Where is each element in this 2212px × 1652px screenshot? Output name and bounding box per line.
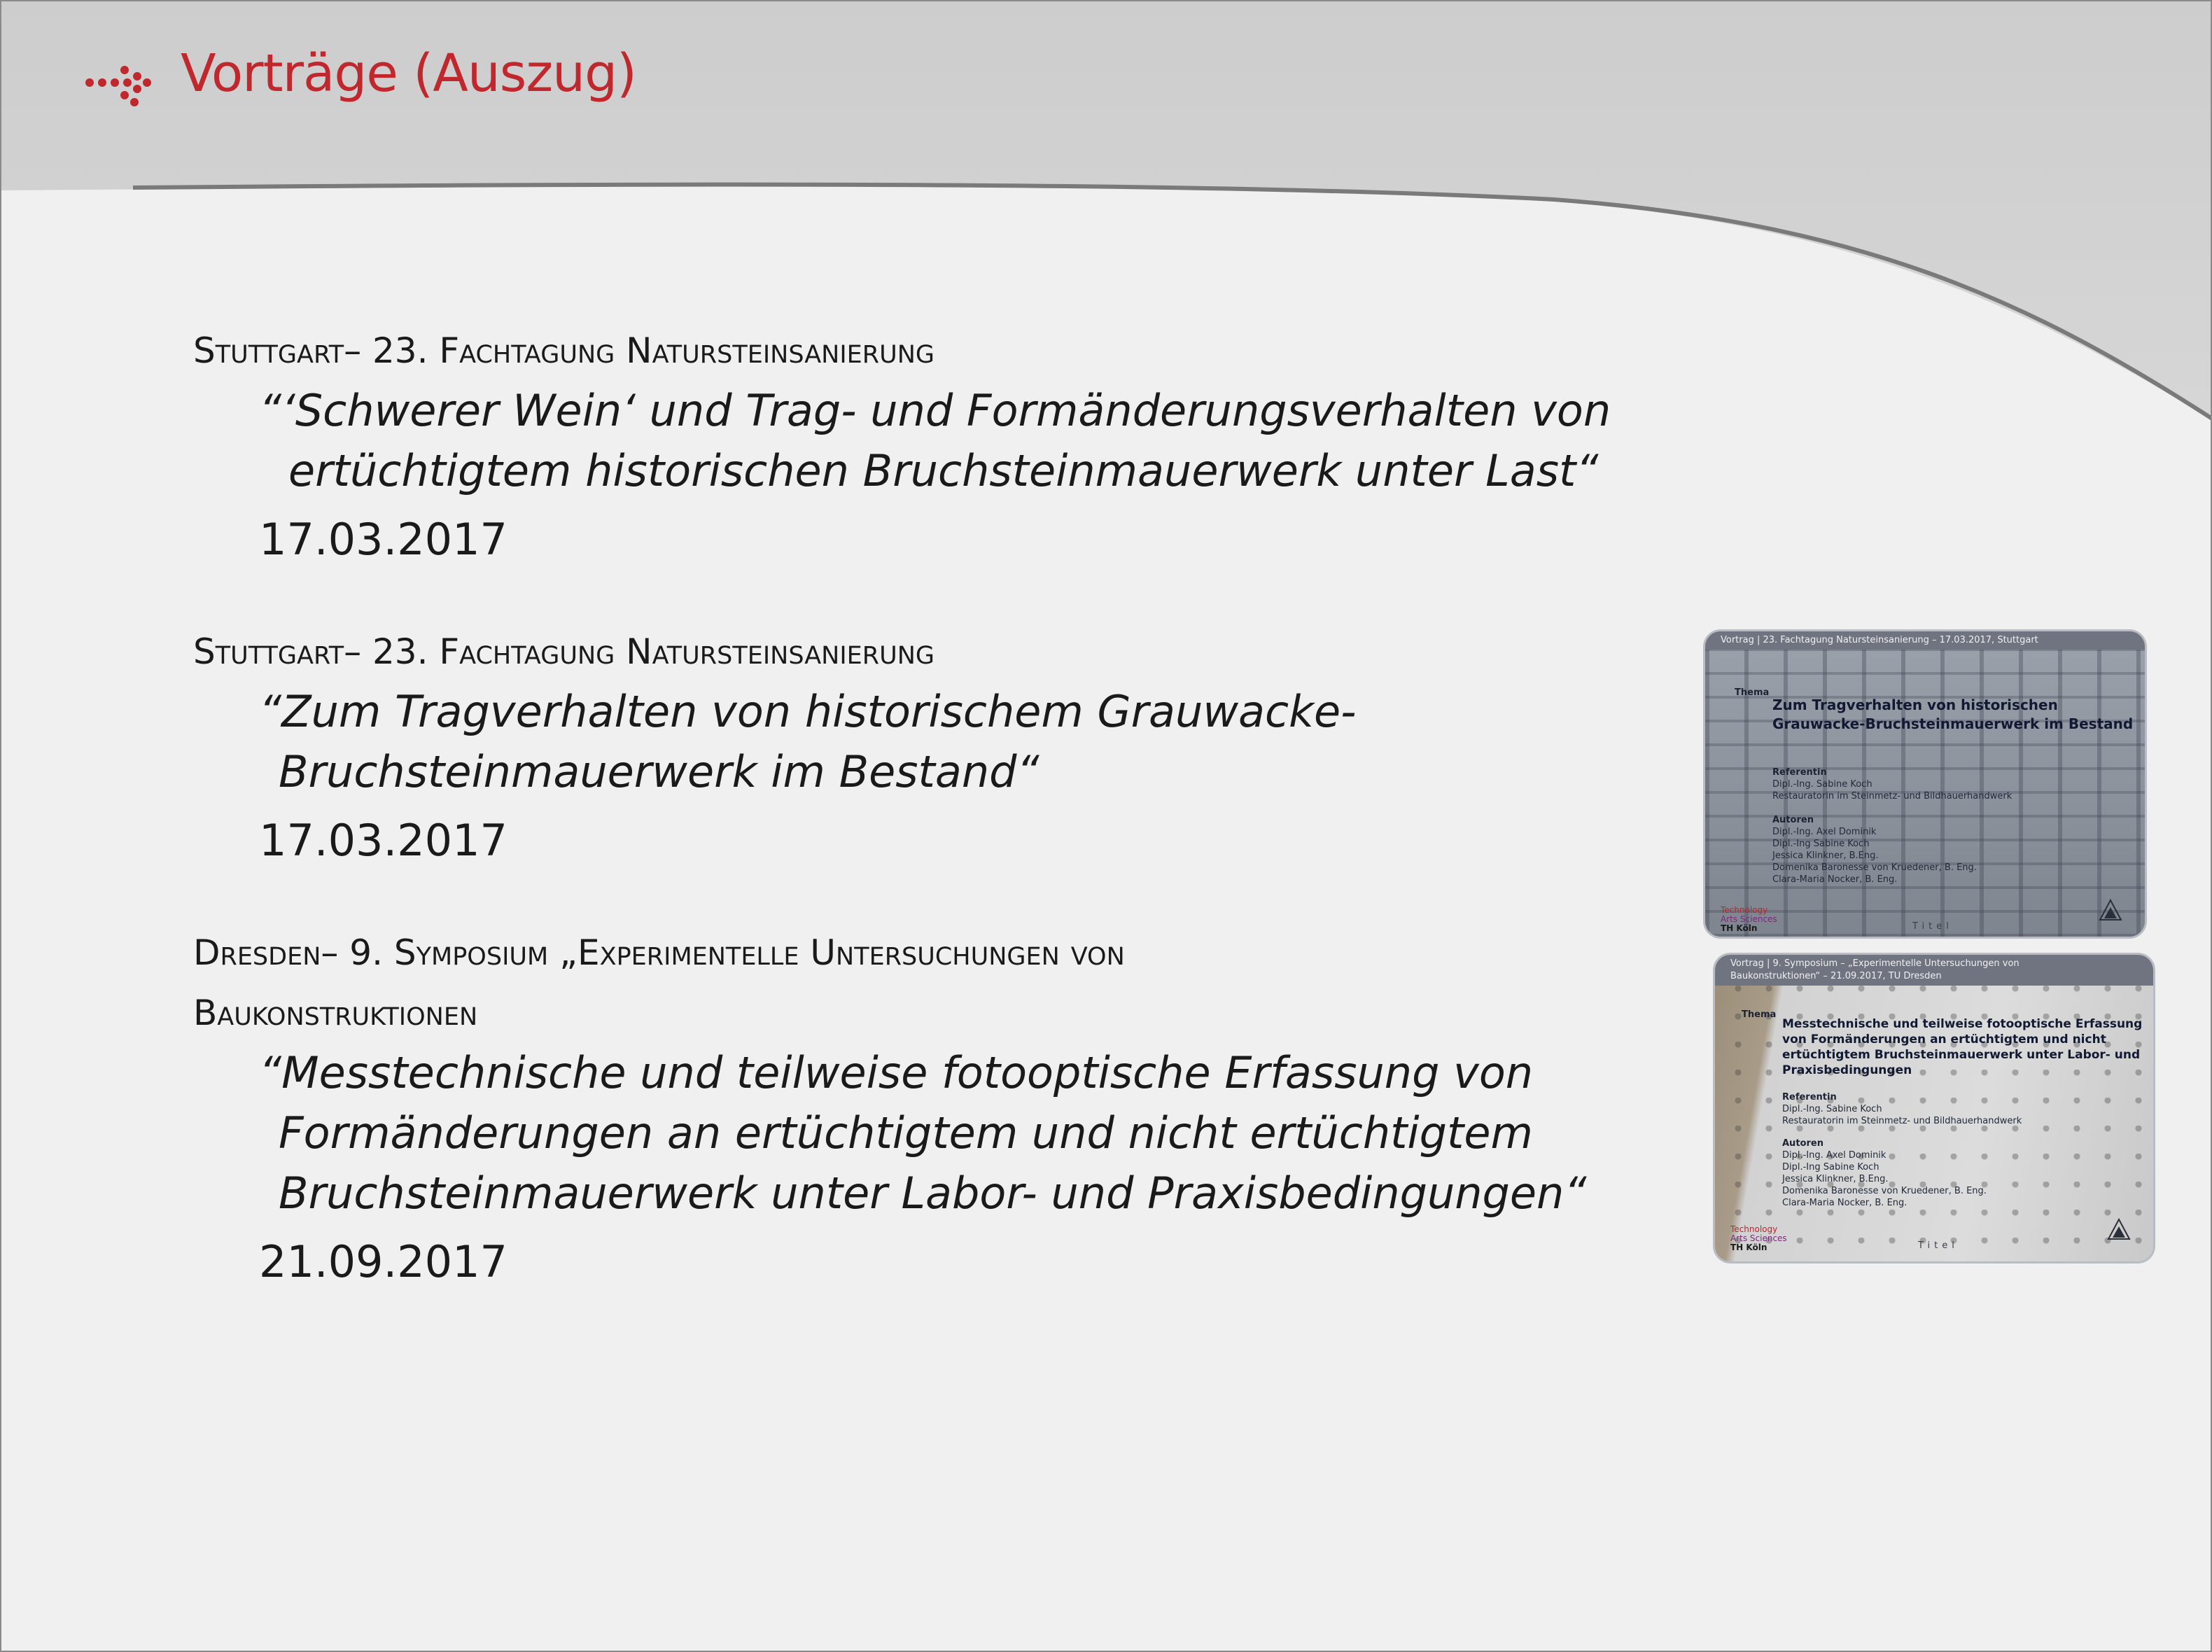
thumbnail-brand: Technology xyxy=(1721,905,1768,915)
entry-quote-line: Formänderungen an ertüchtigtem und nicht ertüchtigtem xyxy=(279,1107,1533,1158)
entry-heading: Dresden– 9. Symposium „Experimentelle Untersuchungen von xyxy=(193,932,1125,973)
thumbnail-text: Restauratorin im Steinmetz- und Bildhauerhandwerk xyxy=(1772,791,2012,802)
slide-thumbnail xyxy=(1705,631,2145,937)
thumbnail-thema-label: Thema xyxy=(1735,687,1770,698)
thumbnail-text: Dipl.-Ing. Sabine Koch xyxy=(1782,1104,1882,1114)
page-title: Vorträge (Auszug) xyxy=(181,43,636,104)
entry-quote-line: ertüchtigtem historischen Bruchsteinmauerwerk unter Last“ xyxy=(288,445,1599,496)
thumbnail-title: Messtechnische und teilweise fotooptische Erfassung xyxy=(1782,1017,2143,1031)
thumbnail-referentin-label: Referentin xyxy=(1782,1092,1837,1102)
thumbnail-photo xyxy=(1705,650,2145,937)
lecture-entry xyxy=(193,622,1663,871)
entry-quote xyxy=(259,1043,1663,1224)
thumbnail-autoren-label: Autoren xyxy=(1772,815,1814,825)
slide-thumbnail xyxy=(1715,955,2153,1261)
thumbnail-text: Clara-Maria Nocker, B. Eng. xyxy=(1782,1198,1907,1208)
lecture-entry xyxy=(193,321,1663,570)
thumbnail-footer: Titel xyxy=(1912,921,1953,932)
thumbnail-brand: TH Köln xyxy=(1730,1242,1768,1252)
thumbnail-title: von Formänderungen an ertüchtigtem und nicht xyxy=(1782,1032,2106,1046)
thumbnail-title: Praxisbedingungen xyxy=(1782,1063,1912,1077)
entry-quote-line: Bruchsteinmauerwerk im Bestand“ xyxy=(279,746,1040,797)
thumbnail-brand: Technology xyxy=(1730,1224,1778,1234)
entry-quote xyxy=(259,682,1663,802)
entry-heading: Stuttgart– 23. Fachtagung Natursteinsanierung xyxy=(193,330,934,371)
entry-date: 21.09.2017 xyxy=(259,1236,507,1287)
thumbnail-photo xyxy=(1715,986,2153,1261)
thumbnail-text: Dipl.-Ing Sabine Koch xyxy=(1782,1162,1879,1172)
thumbnail-brand: Arts Sciences xyxy=(1730,1233,1787,1243)
thumbnail-referentin-label: Referentin xyxy=(1772,767,1827,778)
thumbnail-text: Jessica Klinkner, B.Eng. xyxy=(1772,850,1879,861)
thumbnail-text: Dipl.-Ing Sabine Koch xyxy=(1772,839,1870,849)
thumbnail-footer: Titel xyxy=(1918,1240,1959,1251)
thumbnail-text: Dipl.-Ing. Axel Dominik xyxy=(1772,827,1877,837)
thumbnail-text: Restauratorin im Steinmetz- und Bildhauerhandwerk xyxy=(1782,1116,2022,1126)
thumbnail-brand: TH Köln xyxy=(1721,923,1758,933)
thumbnail-autoren-label: Autoren xyxy=(1782,1138,1823,1149)
thumbnail-text: Dipl.-Ing. Sabine Koch xyxy=(1772,779,1872,790)
institute-logo-icon xyxy=(2099,899,2122,921)
thumbnail-text: Domenika Baronesse von Kruedener, B. Eng. xyxy=(1782,1186,1987,1196)
entry-quote-line: “Zum Tragverhalten von historischem Grauwacke- xyxy=(259,686,1357,737)
entry-date: 17.03.2017 xyxy=(259,514,507,565)
entry-quote-line: “‘Schwerer Wein‘ und Trag- und Formänderungsverhalten von xyxy=(259,385,1611,436)
thumbnail-text: Dipl.-Ing. Axel Dominik xyxy=(1782,1150,1886,1161)
thumbnail-title: ertüchtigtem Bruchsteinmauerwerk unter Labor- und xyxy=(1782,1048,2141,1062)
lecture-entry xyxy=(193,923,1663,1292)
entry-quote-line: “Messtechnische und teilweise fotooptische Erfassung von xyxy=(259,1047,1534,1098)
thumbnail-text: Jessica Klinkner, B.Eng. xyxy=(1782,1174,1889,1184)
thumbnail-brand: Arts Sciences xyxy=(1721,914,1777,924)
arrow-dots-icon xyxy=(84,62,154,111)
entry-quote xyxy=(259,381,1663,501)
thumbnail-top-bar: Vortrag | 23. Fachtagung Natursteinsanierung – 17.03.2017, Stuttgart xyxy=(1705,631,2145,650)
thumbnail-title: Grauwacke-Bruchsteinmauerwerk im Bestand xyxy=(1772,715,2134,732)
thumbnail-title: Zum Tragverhalten von historischen xyxy=(1772,696,2058,713)
thumbnail-text: Clara-Maria Nocker, B. Eng. xyxy=(1772,874,1898,885)
entry-date: 17.03.2017 xyxy=(259,815,507,866)
entry-heading: Stuttgart– 23. Fachtagung Natursteinsanierung xyxy=(193,631,934,672)
thumbnail-text: Domenika Baronesse von Kruedener, B. Eng. xyxy=(1772,862,1977,873)
entry-heading: Baukonstruktionen xyxy=(193,993,478,1033)
institute-logo-icon xyxy=(2107,1218,2131,1240)
thumbnail-top-bar: Vortrag | 9. Symposium – „Experimentelle Untersuchungen von Baukonstruktionen“ – 21.09.2017, TU Dresden xyxy=(1715,955,2153,986)
thumbnail-thema-label: Thema xyxy=(1742,1009,1777,1020)
entry-quote-line: Bruchsteinmauerwerk unter Labor- und Praxisbedingungen“ xyxy=(279,1168,1587,1219)
